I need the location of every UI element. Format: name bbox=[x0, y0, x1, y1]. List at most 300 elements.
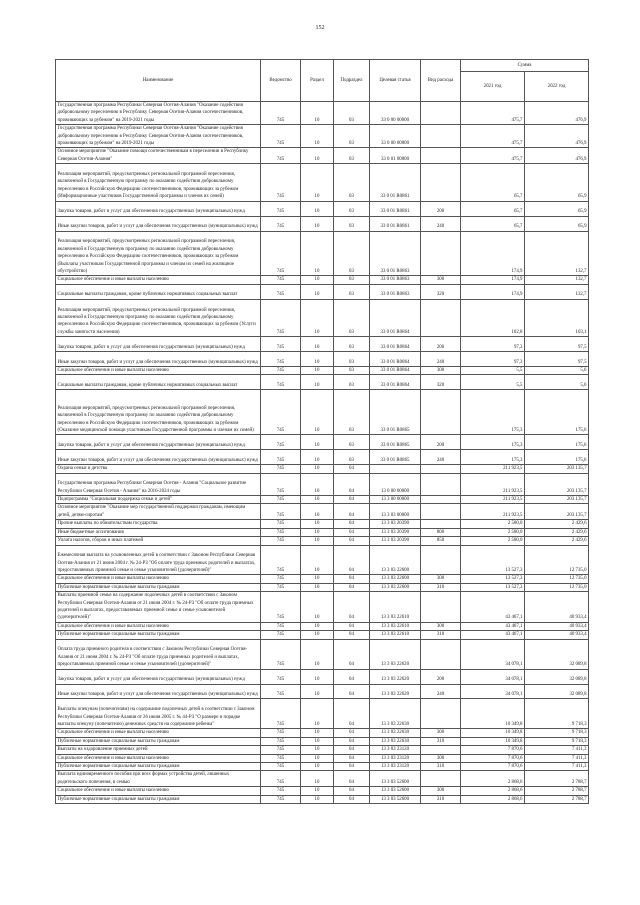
table-row bbox=[56, 729, 589, 737]
row-razdel: 10 bbox=[301, 684, 334, 699]
row-sum-2021: 65,7 bbox=[461, 201, 525, 216]
header-year-2022: 2022 год bbox=[525, 72, 589, 102]
row-sum-2021: 211 923,5 bbox=[461, 473, 525, 495]
row-vedomstvo: 745 bbox=[261, 754, 301, 762]
row-sum-2021: 211 923,5 bbox=[461, 496, 525, 504]
row-vedomstvo: 745 bbox=[261, 592, 301, 623]
row-podrazdel: 04 bbox=[334, 520, 370, 528]
table-row bbox=[56, 763, 589, 771]
row-vedomstvo: 745 bbox=[261, 450, 301, 465]
row-podrazdel: 03 bbox=[334, 125, 370, 148]
table-row bbox=[56, 216, 589, 231]
row-podrazdel: 04 bbox=[334, 763, 370, 771]
row-razdel: 10 bbox=[301, 496, 334, 504]
row-vedomstvo: 745 bbox=[261, 216, 301, 231]
row-vedomstvo: 745 bbox=[261, 639, 301, 669]
row-vedomstvo: 745 bbox=[261, 583, 301, 591]
row-razdel: 10 bbox=[301, 164, 334, 201]
row-target-article: 13 3 03 23120 bbox=[370, 763, 421, 771]
row-name: Оплата труда приемного родителя в соответствии с Законом Республики Северная Осетия-Алания от 21 июня 2004 г. № 24-РЗ "Об оплате труда приемных родителей и выплатах, предоставляемых приемной семье и семье усыновителей (удочерителей)" bbox=[56, 639, 261, 669]
table-row bbox=[56, 276, 589, 284]
row-podrazdel: 04 bbox=[334, 669, 370, 684]
table-row bbox=[56, 284, 589, 299]
row-razdel: 10 bbox=[301, 299, 334, 336]
row-razdel: 10 bbox=[301, 537, 334, 545]
row-sum-2022: 40 933,4 bbox=[525, 592, 589, 623]
row-name: Прочие выплаты по обязательствам государства bbox=[56, 520, 261, 528]
row-sum-2022: 132,7 bbox=[525, 231, 589, 276]
row-podrazdel: 04 bbox=[334, 473, 370, 495]
row-sum-2021: 475,7 bbox=[461, 125, 525, 148]
row-sum-2022: 65,9 bbox=[525, 201, 589, 216]
row-name: Закупка товаров, работ и услуг для обеспечения государственных (муниципальных) нужд bbox=[56, 201, 261, 216]
row-vedomstvo: 745 bbox=[261, 684, 301, 699]
row-expense-type bbox=[421, 496, 461, 504]
row-vedomstvo: 745 bbox=[261, 390, 301, 435]
row-expense-type: 300 bbox=[421, 367, 461, 375]
row-sum-2021: 475,7 bbox=[461, 148, 525, 164]
table-row bbox=[56, 684, 589, 699]
row-sum-2022: 476,9 bbox=[525, 148, 589, 164]
row-vedomstvo: 745 bbox=[261, 164, 301, 201]
row-razdel: 10 bbox=[301, 367, 334, 375]
row-sum-2022: 7 411,3 bbox=[525, 763, 589, 771]
row-expense-type: 240 bbox=[421, 216, 461, 231]
row-sum-2022: 476,9 bbox=[525, 102, 589, 125]
row-podrazdel: 03 bbox=[334, 284, 370, 299]
row-name: Государственная программа Республики Северная Осетия - Алания "Социальное развитие Республики Северная Осетия - Алания" на 2016-2024 годы bbox=[56, 473, 261, 495]
row-podrazdel: 03 bbox=[334, 337, 370, 352]
row-sum-2022: 2 788,7 bbox=[525, 771, 589, 787]
table-row bbox=[56, 201, 589, 216]
row-razdel: 10 bbox=[301, 669, 334, 684]
row-target-article: 13 3 03 22610 bbox=[370, 631, 421, 639]
row-name: Социальное обеспечение и иные выплаты населению bbox=[56, 729, 261, 737]
row-expense-type: 300 bbox=[421, 622, 461, 630]
row-expense-type: 310 bbox=[421, 583, 461, 591]
row-expense-type bbox=[421, 545, 461, 575]
row-sum-2022: 32 089,8 bbox=[525, 684, 589, 699]
row-sum-2022: 2 429,6 bbox=[525, 528, 589, 536]
budget-table bbox=[55, 59, 589, 804]
row-podrazdel: 03 bbox=[334, 164, 370, 201]
row-expense-type bbox=[421, 125, 461, 148]
row-vedomstvo: 745 bbox=[261, 669, 301, 684]
row-sum-2022: 175,6 bbox=[525, 450, 589, 465]
row-sum-2022: 65,9 bbox=[525, 164, 589, 201]
row-vedomstvo: 745 bbox=[261, 575, 301, 583]
row-target-article: 33 0 01 R0863 bbox=[370, 276, 421, 284]
row-sum-2021: 34 078,1 bbox=[461, 684, 525, 699]
row-vedomstvo: 745 bbox=[261, 631, 301, 639]
row-razdel: 10 bbox=[301, 504, 334, 520]
row-name: Социальное обеспечение и иные выплаты населению bbox=[56, 754, 261, 762]
row-sum-2022: 12 735,0 bbox=[525, 583, 589, 591]
row-sum-2021: 2 868,6 bbox=[461, 787, 525, 795]
row-razdel: 10 bbox=[301, 575, 334, 583]
row-sum-2021: 13 527,3 bbox=[461, 583, 525, 591]
table-row bbox=[56, 699, 589, 729]
row-vedomstvo: 745 bbox=[261, 699, 301, 729]
row-podrazdel: 03 bbox=[334, 102, 370, 125]
row-sum-2022: 132,7 bbox=[525, 284, 589, 299]
row-sum-2022: 5,6 bbox=[525, 367, 589, 375]
row-name: Социальное обеспечение и иные выплаты населению bbox=[56, 367, 261, 375]
row-sum-2022: 203 135,7 bbox=[525, 496, 589, 504]
row-name: Иные закупки товаров, работ и услуг для обеспечения государственных (муниципальных) нужд bbox=[56, 216, 261, 231]
row-expense-type bbox=[421, 390, 461, 435]
table-row bbox=[56, 164, 589, 201]
row-expense-type bbox=[421, 639, 461, 669]
row-target-article: 33 0 01 R0865 bbox=[370, 390, 421, 435]
row-sum-2021: 97,3 bbox=[461, 337, 525, 352]
row-podrazdel: 04 bbox=[334, 729, 370, 737]
row-razdel: 10 bbox=[301, 352, 334, 367]
row-expense-type: 240 bbox=[421, 684, 461, 699]
row-target-article: 33 0 01 R0864 bbox=[370, 299, 421, 336]
row-sum-2021: 13 527,3 bbox=[461, 545, 525, 575]
row-podrazdel: 04 bbox=[334, 592, 370, 623]
row-sum-2022: 175,6 bbox=[525, 390, 589, 435]
row-expense-type: 850 bbox=[421, 537, 461, 545]
row-podrazdel: 03 bbox=[334, 299, 370, 336]
row-expense-type: 200 bbox=[421, 337, 461, 352]
row-target-article: 13 3 03 22610 bbox=[370, 592, 421, 623]
row-sum-2022: 12 735,0 bbox=[525, 575, 589, 583]
table-row bbox=[56, 537, 589, 545]
row-sum-2021: 97,3 bbox=[461, 352, 525, 367]
row-razdel: 10 bbox=[301, 375, 334, 390]
row-target-article: 13 3 03 52600 bbox=[370, 771, 421, 787]
row-vedomstvo: 745 bbox=[261, 284, 301, 299]
row-podrazdel: 04 bbox=[334, 771, 370, 787]
table-row bbox=[56, 231, 589, 276]
row-name: Основное мероприятие "Оказание мер государственной поддержки гражданам, имеющим детей, детям-сиротам" bbox=[56, 504, 261, 520]
row-name: Публичные нормативные социальные выплаты гражданам bbox=[56, 631, 261, 639]
row-razdel: 10 bbox=[301, 699, 334, 729]
header-vedomstvo: Ведомство bbox=[261, 60, 301, 102]
row-expense-type: 310 bbox=[421, 631, 461, 639]
table-row bbox=[56, 592, 589, 623]
row-name: Социальное обеспечение и иные выплаты населению bbox=[56, 575, 261, 583]
row-razdel: 10 bbox=[301, 465, 334, 473]
row-razdel: 10 bbox=[301, 631, 334, 639]
table-row bbox=[56, 390, 589, 435]
row-sum-2021: 13 527,3 bbox=[461, 575, 525, 583]
row-podrazdel: 03 bbox=[334, 276, 370, 284]
row-vedomstvo: 745 bbox=[261, 352, 301, 367]
row-razdel: 10 bbox=[301, 763, 334, 771]
table-row bbox=[56, 754, 589, 762]
row-expense-type: 200 bbox=[421, 435, 461, 450]
row-podrazdel: 03 bbox=[334, 450, 370, 465]
row-razdel: 10 bbox=[301, 337, 334, 352]
row-vedomstvo: 745 bbox=[261, 375, 301, 390]
row-target-article: 13 3 03 20390 bbox=[370, 520, 421, 528]
row-podrazdel: 04 bbox=[334, 545, 370, 575]
row-razdel: 10 bbox=[301, 435, 334, 450]
header-sum: Сумма bbox=[461, 60, 589, 72]
row-vedomstvo: 745 bbox=[261, 125, 301, 148]
row-podrazdel: 04 bbox=[334, 684, 370, 699]
row-podrazdel: 04 bbox=[334, 537, 370, 545]
table-row bbox=[56, 465, 589, 473]
row-expense-type bbox=[421, 473, 461, 495]
table-row bbox=[56, 669, 589, 684]
row-vedomstvo: 745 bbox=[261, 148, 301, 164]
table-row bbox=[56, 787, 589, 795]
row-name: Реализация мероприятий, предусмотренных региональной программой переселения, включенной в Государственную программу по оказанию содействия добровольному переселению в Российскую Федерацию соотечественников, проживающих за рубежом (Оказание медицинской помощи участникам Государственной программы и членам их семей) bbox=[56, 390, 261, 435]
row-name: Публичные нормативные социальные выплаты гражданам bbox=[56, 737, 261, 745]
row-target-article: 33 0 01 R0861 bbox=[370, 164, 421, 201]
row-name: Иные закупки товаров, работ и услуг для обеспечения государственных (муниципальных) нужд bbox=[56, 450, 261, 465]
row-expense-type: 800 bbox=[421, 528, 461, 536]
row-expense-type bbox=[421, 504, 461, 520]
row-sum-2021: 34 078,1 bbox=[461, 669, 525, 684]
row-target-article: 13 3 03 23120 bbox=[370, 754, 421, 762]
row-razdel: 10 bbox=[301, 528, 334, 536]
row-expense-type: 240 bbox=[421, 352, 461, 367]
row-name: Социальные выплаты гражданам, кроме публичных нормативных социальных выплат bbox=[56, 284, 261, 299]
row-name: Иные бюджетные ассигнования bbox=[56, 528, 261, 536]
row-razdel: 10 bbox=[301, 102, 334, 125]
row-sum-2021: 175,3 bbox=[461, 390, 525, 435]
table-row bbox=[56, 496, 589, 504]
row-razdel: 10 bbox=[301, 276, 334, 284]
row-vedomstvo: 745 bbox=[261, 435, 301, 450]
row-razdel: 10 bbox=[301, 622, 334, 630]
row-sum-2022: 65,9 bbox=[525, 216, 589, 231]
row-razdel: 10 bbox=[301, 148, 334, 164]
row-sum-2021: 174,9 bbox=[461, 284, 525, 299]
row-name: Закупка товаров, работ и услуг для обеспечения государственных (муниципальных) нужд bbox=[56, 337, 261, 352]
table-row bbox=[56, 299, 589, 336]
row-target-article: 13 3 03 20390 bbox=[370, 528, 421, 536]
row-target-article: 33 0 00 00000 bbox=[370, 125, 421, 148]
row-target-article: 33 0 01 R0864 bbox=[370, 352, 421, 367]
row-vedomstvo: 745 bbox=[261, 465, 301, 473]
row-podrazdel: 04 bbox=[334, 528, 370, 536]
row-sum-2022: 203 135,7 bbox=[525, 473, 589, 495]
row-sum-2022: 9 718,3 bbox=[525, 737, 589, 745]
row-name: Социальное обеспечение и иные выплаты населению bbox=[56, 622, 261, 630]
row-name: Реализация мероприятий, предусмотренных региональной программой переселения, включенной в Государственную программу по оказанию содействия добровольному переселению в Российскую Федерацию соотечественников, проживающих за рубежом (Выплаты участникам Государственной программы и членам их семей на жилищное обустройство) bbox=[56, 231, 261, 276]
row-vedomstvo: 745 bbox=[261, 367, 301, 375]
row-sum-2022: 97,5 bbox=[525, 352, 589, 367]
row-vedomstvo: 745 bbox=[261, 537, 301, 545]
row-sum-2021: 475,7 bbox=[461, 102, 525, 125]
row-sum-2021: 2 580,0 bbox=[461, 528, 525, 536]
table-row bbox=[56, 575, 589, 583]
row-target-article: 33 0 01 R0865 bbox=[370, 450, 421, 465]
header-year-2021: 2021 год bbox=[461, 72, 525, 102]
row-podrazdel: 03 bbox=[334, 390, 370, 435]
row-name: Закупка товаров, работ и услуг для обеспечения государственных (муниципальных) нужд bbox=[56, 435, 261, 450]
row-razdel: 10 bbox=[301, 787, 334, 795]
row-vedomstvo: 745 bbox=[261, 504, 301, 520]
row-target-article: 13 3 03 20390 bbox=[370, 537, 421, 545]
row-name: Уплата налогов, сборов и иных платежей bbox=[56, 537, 261, 545]
row-razdel: 10 bbox=[301, 450, 334, 465]
row-sum-2021: 65,7 bbox=[461, 164, 525, 201]
row-name: Реализация мероприятий, предусмотренных региональной программой переселения, включенной в Государственную программу по оказанию содействия добровольному переселению в Российскую Федерацию соотечественников, проживающих за рубежом (Информационные участников Государственной программы и членов их семей) bbox=[56, 164, 261, 201]
row-podrazdel: 03 bbox=[334, 375, 370, 390]
row-sum-2022: 5,6 bbox=[525, 375, 589, 390]
row-podrazdel: 04 bbox=[334, 795, 370, 803]
header-target-article: Целевая статья bbox=[370, 60, 421, 102]
row-expense-type bbox=[421, 699, 461, 729]
row-sum-2021: 43 467,1 bbox=[461, 592, 525, 623]
row-vedomstvo: 745 bbox=[261, 528, 301, 536]
row-target-article: 33 0 01 R0864 bbox=[370, 375, 421, 390]
row-expense-type bbox=[421, 102, 461, 125]
row-razdel: 10 bbox=[301, 771, 334, 787]
row-podrazdel: 03 bbox=[334, 231, 370, 276]
row-sum-2022: 40 933,4 bbox=[525, 631, 589, 639]
row-sum-2021: 2 580,0 bbox=[461, 520, 525, 528]
row-sum-2021: 5,5 bbox=[461, 367, 525, 375]
row-sum-2022: 2 788,7 bbox=[525, 795, 589, 803]
row-sum-2022: 2 788,7 bbox=[525, 787, 589, 795]
row-podrazdel: 04 bbox=[334, 583, 370, 591]
row-vedomstvo: 745 bbox=[261, 545, 301, 575]
row-razdel: 10 bbox=[301, 390, 334, 435]
row-vedomstvo: 745 bbox=[261, 520, 301, 528]
row-target-article: 33 0 01 R0864 bbox=[370, 337, 421, 352]
row-target-article: 33 0 01 R0864 bbox=[370, 367, 421, 375]
table-row bbox=[56, 771, 589, 787]
row-sum-2022: 203 135,7 bbox=[525, 504, 589, 520]
row-name: Выплата единовременного пособия при всех формах устройства детей, лишенных родительского попечения, в семью bbox=[56, 771, 261, 787]
row-sum-2021: 174,9 bbox=[461, 276, 525, 284]
row-sum-2021: 2 580,0 bbox=[461, 537, 525, 545]
table-row bbox=[56, 622, 589, 630]
row-sum-2021: 102,8 bbox=[461, 299, 525, 336]
row-vedomstvo: 745 bbox=[261, 746, 301, 754]
table-row bbox=[56, 375, 589, 390]
row-name: Выплаты на оздоровление приемных детей bbox=[56, 746, 261, 754]
row-target-article bbox=[370, 465, 421, 473]
row-sum-2021: 7 870,6 bbox=[461, 763, 525, 771]
row-target-article: 13 3 03 00000 bbox=[370, 504, 421, 520]
row-podrazdel: 04 bbox=[334, 699, 370, 729]
table-row bbox=[56, 746, 589, 754]
row-name: Государственная программа Республики Северная Осетия-Алания "Оказание содействия добровольному переселению в Республику Северная Осетия-Алания соотечественников, проживающих за рубежом" на 2019-2021 годы bbox=[56, 102, 261, 125]
row-sum-2022: 103,1 bbox=[525, 299, 589, 336]
row-vedomstvo: 745 bbox=[261, 737, 301, 745]
table-row bbox=[56, 367, 589, 375]
row-razdel: 10 bbox=[301, 754, 334, 762]
row-name: Государственная программа Республики Северная Осетия-Алания "Оказание содействия добровольному переселению в Республику Северная Осетия-Алания соотечественников, проживающих за рубежом" на 2019-2021 годы bbox=[56, 125, 261, 148]
row-target-article: 33 0 01 00000 bbox=[370, 148, 421, 164]
row-target-article: 13 3 03 22600 bbox=[370, 575, 421, 583]
row-podrazdel: 03 bbox=[334, 216, 370, 231]
row-razdel: 10 bbox=[301, 795, 334, 803]
table-row bbox=[56, 435, 589, 450]
row-podrazdel: 04 bbox=[334, 496, 370, 504]
row-podrazdel: 04 bbox=[334, 754, 370, 762]
row-vedomstvo: 745 bbox=[261, 299, 301, 336]
row-sum-2022: 2 429,6 bbox=[525, 537, 589, 545]
row-target-article: 33 0 01 R0863 bbox=[370, 284, 421, 299]
row-vedomstvo: 745 bbox=[261, 771, 301, 787]
table-row bbox=[56, 352, 589, 367]
row-vedomstvo: 745 bbox=[261, 337, 301, 352]
row-sum-2021: 7 870,6 bbox=[461, 754, 525, 762]
row-expense-type bbox=[421, 465, 461, 473]
row-podrazdel: 03 bbox=[334, 367, 370, 375]
row-sum-2022: 9 718,3 bbox=[525, 729, 589, 737]
table-row bbox=[56, 639, 589, 669]
row-podrazdel: 04 bbox=[334, 787, 370, 795]
table-body bbox=[56, 102, 589, 804]
row-expense-type: 200 bbox=[421, 669, 461, 684]
row-target-article: 13 3 00 00000 bbox=[370, 496, 421, 504]
row-name: Социальное обеспечение и иные выплаты населению bbox=[56, 787, 261, 795]
row-sum-2022: 132,7 bbox=[525, 276, 589, 284]
row-name: Иные закупки товаров, работ и услуг для обеспечения государственных (муниципальных) нужд bbox=[56, 684, 261, 699]
row-podrazdel: 04 bbox=[334, 504, 370, 520]
row-sum-2022: 97,5 bbox=[525, 337, 589, 352]
row-razdel: 10 bbox=[301, 520, 334, 528]
row-target-article: 13 3 03 22630 bbox=[370, 729, 421, 737]
row-podrazdel: 04 bbox=[334, 631, 370, 639]
row-target-article: 33 0 01 R0863 bbox=[370, 231, 421, 276]
table-row bbox=[56, 528, 589, 536]
row-sum-2022: 32 089,8 bbox=[525, 639, 589, 669]
row-vedomstvo: 745 bbox=[261, 622, 301, 630]
row-sum-2022: 175,6 bbox=[525, 435, 589, 450]
table-row bbox=[56, 337, 589, 352]
row-name: Закупка товаров, работ и услуг для обеспечения государственных (муниципальных) нужд bbox=[56, 669, 261, 684]
row-name: Иные закупки товаров, работ и услуг для обеспечения государственных (муниципальных) нужд bbox=[56, 352, 261, 367]
row-vedomstvo: 745 bbox=[261, 763, 301, 771]
row-sum-2021: 175,3 bbox=[461, 450, 525, 465]
row-name: Выплаты приемной семье на содержание подопечных детей в соответствии с Законом Республики Северная Осетия-Алания от 21 июня 2004 г. № 24-РЗ "Об оплате труда приемных родителей и выплатах, предоставляемых приемной семье и семье усыновителей (удочерителей)" bbox=[56, 592, 261, 623]
row-podrazdel: 04 bbox=[334, 639, 370, 669]
row-razdel: 10 bbox=[301, 592, 334, 623]
row-razdel: 10 bbox=[301, 473, 334, 495]
row-razdel: 10 bbox=[301, 201, 334, 216]
row-target-article: 13 3 03 22620 bbox=[370, 684, 421, 699]
row-sum-2021: 175,3 bbox=[461, 435, 525, 450]
row-podrazdel: 04 bbox=[334, 465, 370, 473]
row-sum-2021: 34 078,1 bbox=[461, 639, 525, 669]
row-vedomstvo: 745 bbox=[261, 496, 301, 504]
row-sum-2021: 10 349,8 bbox=[461, 699, 525, 729]
row-sum-2021: 7 870,6 bbox=[461, 746, 525, 754]
row-expense-type: 200 bbox=[421, 201, 461, 216]
table-row bbox=[56, 545, 589, 575]
row-sum-2021: 211 923,5 bbox=[461, 504, 525, 520]
row-name: Публичные нормативные социальные выплаты гражданам bbox=[56, 583, 261, 591]
row-expense-type: 310 bbox=[421, 737, 461, 745]
row-expense-type: 300 bbox=[421, 754, 461, 762]
row-podrazdel: 03 bbox=[334, 435, 370, 450]
table-row bbox=[56, 631, 589, 639]
row-razdel: 10 bbox=[301, 729, 334, 737]
header-razdel: Раздел bbox=[301, 60, 334, 102]
table-row bbox=[56, 583, 589, 591]
row-sum-2021: 43 467,1 bbox=[461, 631, 525, 639]
row-sum-2022: 12 735,0 bbox=[525, 545, 589, 575]
row-name: Публичные нормативные социальные выплаты гражданам bbox=[56, 763, 261, 771]
row-expense-type: 300 bbox=[421, 729, 461, 737]
row-expense-type bbox=[421, 746, 461, 754]
row-expense-type: 300 bbox=[421, 575, 461, 583]
row-expense-type bbox=[421, 164, 461, 201]
row-name: Подпрограмма "Социальная поддержка семьи и детей" bbox=[56, 496, 261, 504]
